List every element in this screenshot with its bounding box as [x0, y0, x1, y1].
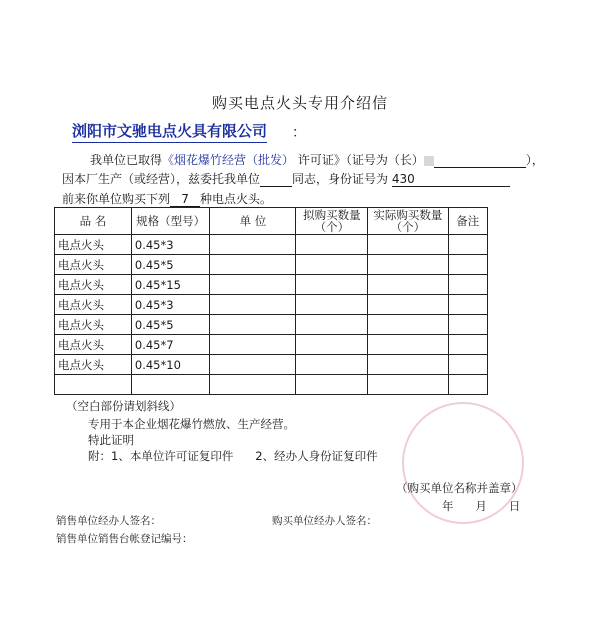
table-cell: 0.45*7 — [131, 335, 210, 355]
table-cell: 电点火头 — [55, 275, 132, 295]
table-row — [55, 295, 488, 315]
redacted-block — [424, 156, 434, 166]
license-name: 《烟花爆竹经营（批发） — [162, 153, 295, 167]
table-cell — [448, 295, 487, 315]
table-cell — [296, 255, 368, 275]
table-cell: 0.45*10 — [131, 355, 210, 375]
attachments-list: 附：1、本单位许可证复印件 2、经办人身份证复印件 — [88, 449, 378, 463]
recipient-company: 浏阳市文驰电点火具有限公司 — [72, 120, 267, 143]
line3-prefix: 前来你单位购买下列 — [62, 192, 171, 206]
header-product: 品 名 — [55, 208, 132, 235]
table-cell — [368, 295, 448, 315]
table-cell — [448, 315, 487, 335]
table-cell — [368, 335, 448, 355]
blank-note: （空白部份请划斜线） — [66, 399, 181, 413]
table-cell: 电点火头 — [55, 235, 132, 255]
line2-prefix: 因本厂生产（或经营），兹委托我单位 — [62, 172, 261, 186]
header-unit: 单 位 — [210, 208, 296, 235]
id-number-field — [392, 172, 510, 187]
table-cell: 0.45*3 — [131, 235, 210, 255]
usage-statement: 专用于本企业烟花爆竹燃放、生产经营。 — [88, 417, 295, 431]
header-actual-qty: 实际购买数量 （个） — [368, 208, 448, 235]
table-cell — [55, 375, 132, 395]
table-cell — [210, 335, 296, 355]
table-cell — [210, 375, 296, 395]
ledger-number: 销售单位销售台帐登记编号： — [56, 533, 193, 545]
line1-prefix: 我单位已取得 — [90, 153, 163, 167]
table-cell — [448, 335, 487, 355]
table-cell — [296, 275, 368, 295]
table-cell — [210, 255, 296, 275]
table-row — [55, 255, 488, 275]
stamp-instruction: （购买单位名称并盖章） — [396, 481, 523, 495]
line3-suffix: 种电点火头。 — [200, 192, 273, 206]
table-cell — [368, 315, 448, 335]
table-row — [55, 275, 488, 295]
table-cell — [210, 295, 296, 315]
paragraph-line-2 — [62, 170, 510, 187]
seller-agent-signature: 销售单位经办人签名： — [56, 515, 161, 527]
table-cell — [448, 235, 487, 255]
paragraph-line-3 — [62, 190, 272, 207]
proof-statement: 特此证明 — [88, 433, 134, 447]
line2-mid: 同志，身份证号为 — [292, 172, 389, 186]
line1-suffix: ）， — [525, 153, 544, 167]
date-line: 年 月 日 — [442, 499, 521, 513]
paragraph-line-1 — [90, 151, 544, 168]
header-remarks: 备注 — [448, 208, 487, 235]
table-cell — [296, 315, 368, 335]
table-cell — [448, 275, 487, 295]
table-cell — [296, 375, 368, 395]
table-cell — [448, 255, 487, 275]
table-cell — [368, 235, 448, 255]
table-cell — [368, 355, 448, 375]
table-cell: 电点火头 — [55, 335, 132, 355]
header-spec: 规格（型号） — [131, 208, 210, 235]
table-cell: 0.45*5 — [131, 255, 210, 275]
product-count-value: 7 — [181, 192, 189, 206]
license-number-label: 许可证》（证号为（长） — [297, 153, 424, 167]
table-cell — [296, 335, 368, 355]
letter-title: 购买电点火头专用介绍信 — [211, 94, 388, 112]
table-cell — [210, 275, 296, 295]
table-cell — [131, 375, 210, 395]
buyer-agent-signature: 购买单位经办人签名： — [272, 515, 377, 527]
table-cell: 电点火头 — [55, 295, 132, 315]
table-row — [55, 355, 488, 375]
table-row — [55, 235, 488, 255]
product-count — [170, 192, 200, 207]
table-cell: 0.45*15 — [131, 275, 210, 295]
table-cell: 电点火头 — [55, 255, 132, 275]
table-cell — [296, 235, 368, 255]
table-cell — [210, 235, 296, 255]
table-row — [55, 315, 488, 335]
header-planned-qty: 拟购买数量 （个） — [296, 208, 368, 235]
table-cell — [296, 295, 368, 315]
table-cell — [210, 355, 296, 375]
table-cell: 0.45*5 — [131, 315, 210, 335]
table-cell — [368, 275, 448, 295]
recipient-colon: ： — [292, 125, 306, 141]
agent-name-blank — [260, 172, 292, 187]
table-cell — [368, 255, 448, 275]
table-cell: 电点火头 — [55, 355, 132, 375]
goods-table — [54, 207, 488, 395]
license-number-blank — [434, 153, 526, 168]
table-header-row — [55, 208, 488, 235]
table-cell: 电点火头 — [55, 315, 132, 335]
table-cell — [210, 315, 296, 335]
id-number-prefix: 430 — [391, 172, 415, 186]
table-cell — [368, 375, 448, 395]
table-cell — [448, 355, 487, 375]
table-row — [55, 375, 488, 395]
table-row — [55, 335, 488, 355]
table-cell: 0.45*3 — [131, 295, 210, 315]
table-cell — [448, 375, 487, 395]
table-cell — [296, 355, 368, 375]
